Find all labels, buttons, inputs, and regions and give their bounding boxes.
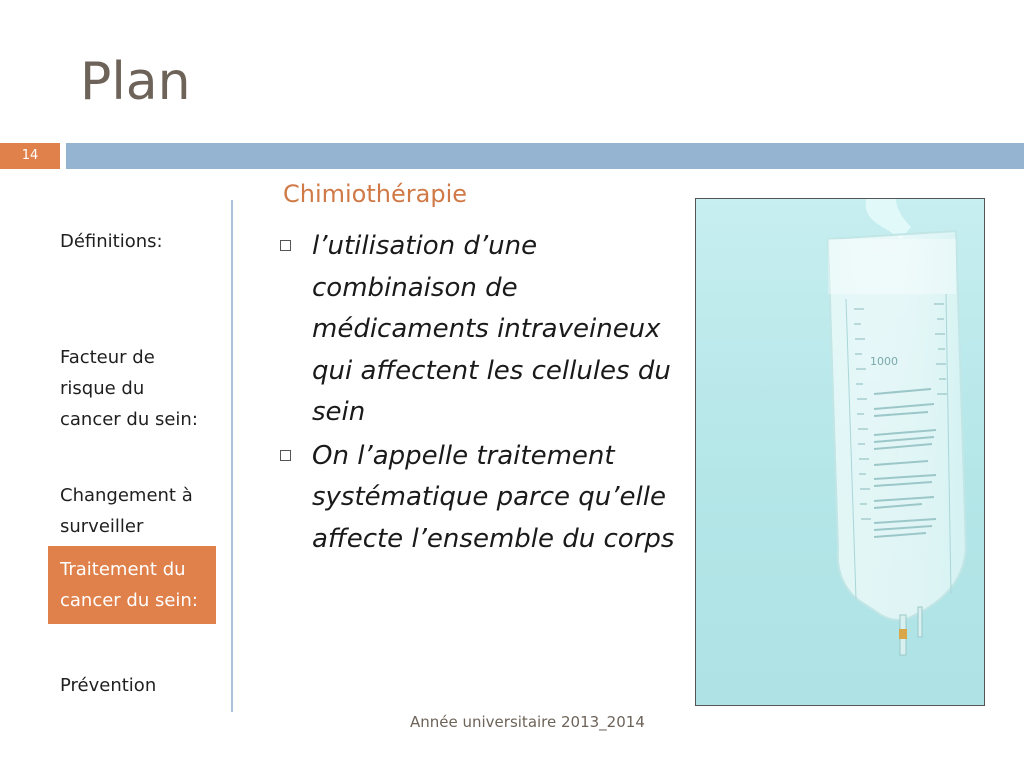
header-bar [66, 143, 1024, 169]
bullet-text: On l’appelle traitement systématique parce qu’elle affecte l’ensemble du corps [312, 440, 675, 554]
footer-text: Année universitaire 2013_2014 [410, 713, 645, 731]
section-heading: Chimiothérapie [283, 180, 467, 208]
square-bullet-icon [280, 450, 291, 461]
iv-bag-photo [695, 198, 985, 706]
slide-title: Plan [80, 52, 191, 112]
nav-item-definitions[interactable]: Définitions: [60, 231, 163, 252]
bullet-item [278, 226, 698, 434]
nav-item-facteur-de-risque[interactable]: Facteur de risque du cancer du sein: [60, 347, 198, 430]
bullet-item [278, 436, 698, 561]
iv-bag-icon [696, 199, 985, 706]
nav-item-traitement-active[interactable]: Traitement du cancer du sein: [48, 546, 216, 624]
square-bullet-icon [280, 240, 291, 251]
nav-item-prevention[interactable]: Prévention [60, 675, 157, 696]
bag-capacity-label: 1000 [870, 355, 898, 368]
nav-divider [231, 200, 233, 712]
bullet-list [278, 226, 698, 562]
slide-number-badge: 14 [0, 143, 60, 169]
nav-item-changement[interactable]: Changement à surveiller [60, 485, 193, 537]
bullet-text: l’utilisation d’une combinaison de médicaments intraveineux qui affectent les cellules du sein [312, 231, 671, 427]
